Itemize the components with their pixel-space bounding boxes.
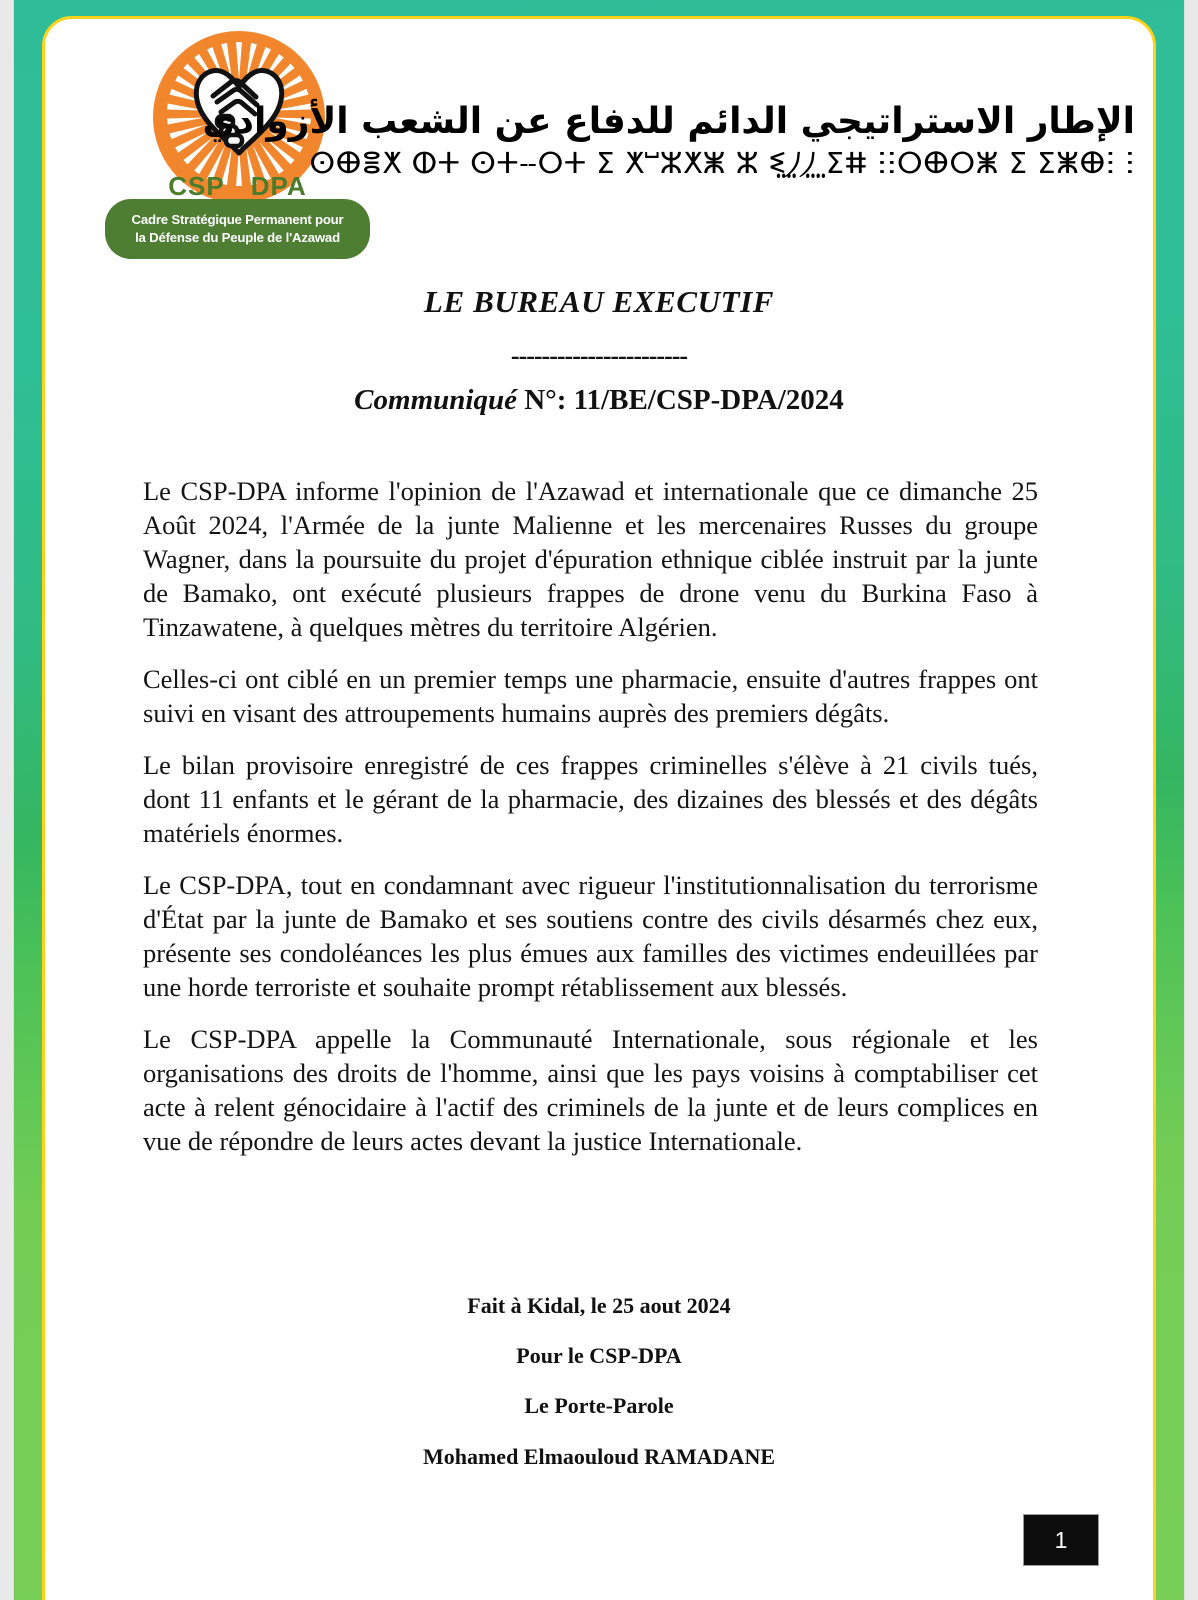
body-paragraph: Le CSP-DPA, tout en condamnant avec rigueur l'institutionnalisation du terrorisme d'État par la junte de Bamako et ses soutiens contre des civils désarmés chez eux, présente ses condoléances les plus émues aux familles des victimes endeuillées par une horde terroriste et souhaite prompt rétablissement aux blessés.: [143, 870, 1038, 1002]
logo-banner-line2: la Défense du Peuple de l'Azawad: [135, 230, 340, 245]
body-paragraph: Celles-ci ont ciblé en un premier temps une pharmacie, ensuite d'autres frappes ont suivi en visant des attroupements humains auprès des premiers dégâts.: [143, 664, 1038, 728]
signature-name: Mohamed Elmaouloud RAMADANE: [422, 1443, 776, 1469]
page-number-badge: 1: [1023, 1514, 1099, 1566]
title-separator: -----------------------: [510, 341, 688, 370]
body-paragraph: Le CSP-DPA appelle la Communauté Internationale, sous régionale et les organisations des droits de l'homme, ainsi que les pays voisins à comptabiliser cet acte à relent génocidaire à l'actif des criminels de la junte et de leurs complices en vue de répondre de leurs actes devant la justice Internationale.: [143, 1024, 1038, 1156]
signature-role: Le Porte-Parole: [524, 1393, 674, 1419]
page-title: LE BUREAU EXECUTIF: [423, 284, 775, 319]
logo-banner-line1: Cadre Stratégique Permanent pour: [131, 212, 344, 228]
logo-acronym-left: CSP: [168, 171, 225, 201]
communique-number: N°: 11/BE/CSP-DPA/2024: [524, 384, 844, 416]
signature-block: [45, 1294, 1153, 1469]
body-paragraph: Le CSP-DPA informe l'opinion de l'Azawad et internationale que ce dimanche 25 Août 2024, l'Armée de la junte Malienne et les mercenaires Russes du groupe Wagner, dans la poursuite du projet d'épuration ethnique ciblée instruit par la junte de Bamako, ont exécuté plusieurs frappes de drone venu du Burkina Faso à Tinzawatene, à quelques mètres du territoire Algérien.: [143, 476, 1038, 642]
signature-on-behalf: Pour le CSP-DPA: [516, 1343, 682, 1369]
logo-banner: [105, 199, 370, 259]
logo-acronym: [105, 171, 370, 202]
body-paragraph: Le bilan provisoire enregistré de ces frappes criminelles s'élève à 21 civils tués, dont 11 enfants et le gérant de la pharmacie, des dizaines des blessés et des dégâts matériels énormes.: [143, 750, 1038, 848]
communique-reference: [45, 384, 1153, 417]
logo-acronym-right: DPA: [250, 171, 307, 201]
document-header: [45, 19, 1153, 249]
org-name-tifinagh: ⵙⴲⴻⵅ ⵀⵜ ⵙⵜⵧⵔⵜ ⵉ ⵅⵯⵣⵅⵥ ⵣ ⵉ⵿⵰⵰⵿ ⵉⵌ ⵗⵗⵔⴲⵔⵥ ⵉ ⵉⵥⴲⵗ ⵗ: [309, 146, 1135, 180]
organization-names: [202, 99, 1135, 181]
communique-label: Communiqué: [354, 384, 517, 416]
signature-place-date: Fait à Kidal, le 25 aout 2024: [467, 1293, 731, 1318]
org-name-arabic: الإطار الاستراتيجي الدائم للدفاع عن الشعب الأزوادي: [202, 101, 1135, 142]
document-body: [143, 474, 1038, 1158]
page-sheet: [45, 19, 1153, 1600]
